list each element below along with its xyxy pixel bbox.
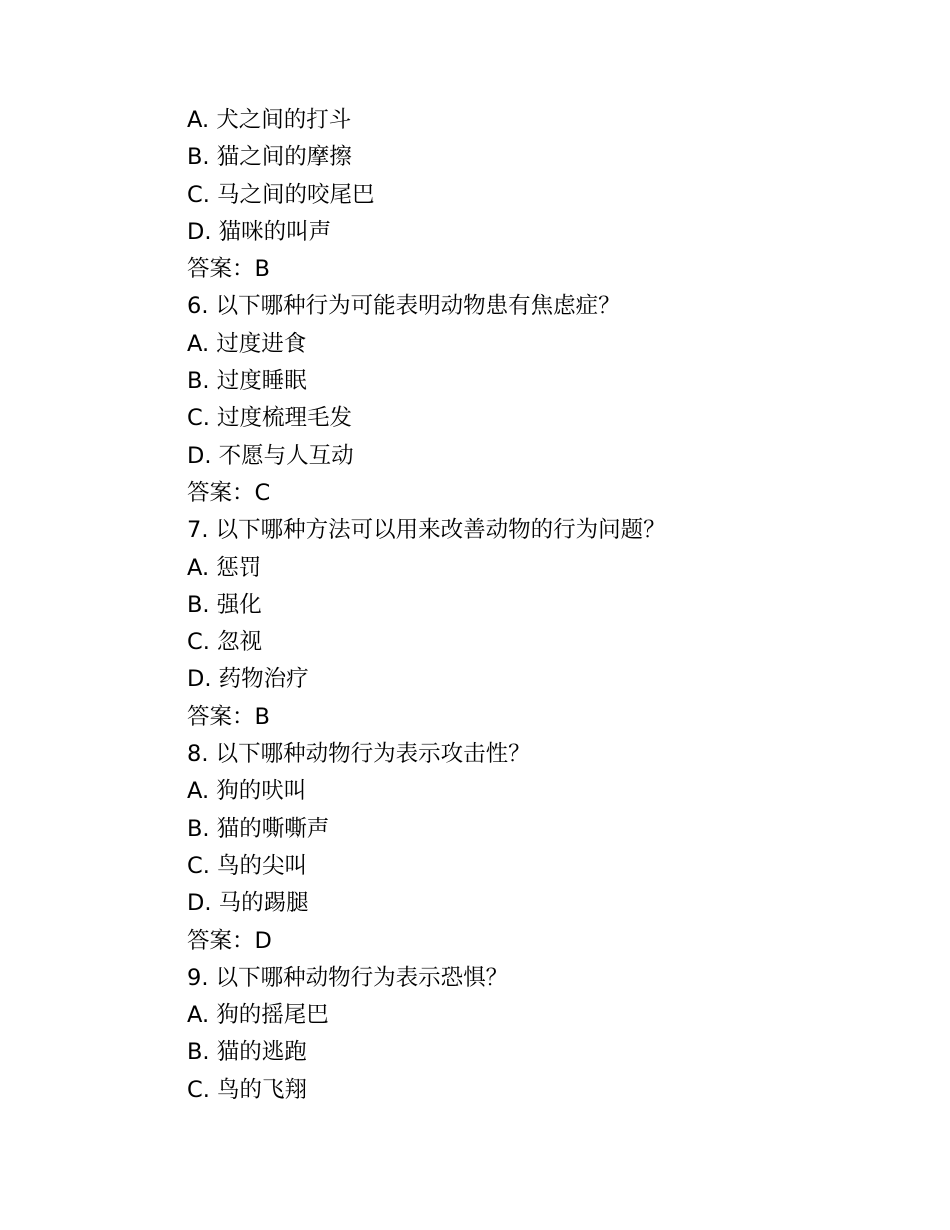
option-line: B. 猫之间的摩擦 [187,144,352,171]
option-line: A. 狗的吠叫 [187,778,307,805]
option-line: D. 药物治疗 [187,666,309,693]
option-line: B. 猫的嘶嘶声 [187,815,330,842]
option-line: C. 忽视 [187,629,263,656]
question-line: 7. 以下哪种方法可以用来改善动物的行为问题？ [187,517,666,544]
option-line: A. 狗的摇尾巴 [187,1002,329,1029]
answer-line: 答案：C [187,479,271,506]
option-line: A. 犬之间的打斗 [187,107,352,133]
option-line: D. 猫咪的叫声 [187,218,332,245]
option-line: C. 鸟的尖叫 [187,852,308,879]
option-line: A. 惩罚 [187,554,262,581]
option-line: A. 过度进食 [187,330,307,357]
answer-line: 答案：B [187,256,270,283]
option-line: D. 马的踢腿 [187,890,309,917]
option-line: B. 强化 [187,591,262,618]
answer-line: 答案：D [187,927,272,954]
option-line: C. 马之间的咬尾巴 [187,181,375,208]
question-line: 8. 以下哪种动物行为表示攻击性？ [187,741,531,768]
question-line: 6. 以下哪种行为可能表明动物患有焦虑症？ [187,293,621,320]
answer-line: 答案：B [187,703,270,730]
question-line: 9. 以下哪种动物行为表示恐惧？ [187,964,509,991]
option-line: B. 过度睡眠 [187,368,307,395]
question-list [187,102,867,1109]
option-line: C. 过度梳理毛发 [187,405,353,432]
option-line: B. 猫的逃跑 [187,1039,307,1066]
option-line: D. 不愿与人互动 [187,442,354,469]
option-line: C. 鸟的飞翔 [187,1076,308,1103]
